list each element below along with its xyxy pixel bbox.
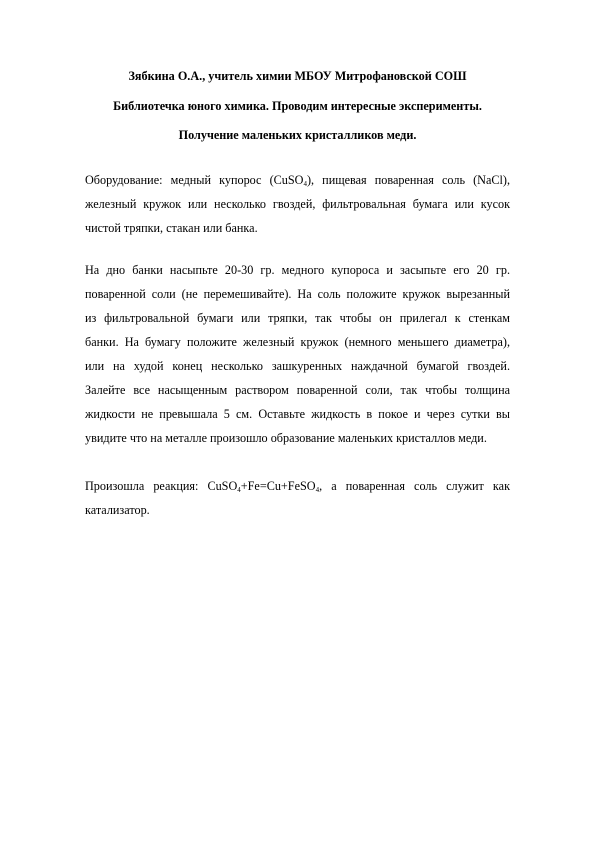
author-line: Зябкина О.А., учитель химии МБОУ Митрофановской СОШ xyxy=(128,69,467,83)
document-title: Получение маленьких кристалликов меди. xyxy=(178,128,417,142)
procedure-line-2: поваренной соли (не перемешивайте). На соль положите кружок вырезанный xyxy=(85,287,510,301)
procedure-line-1: На дно банки насыпьте 20-30 гр. медного купороса и засыпьте его 20 гр. xyxy=(85,263,510,277)
series-line: Библиотечка юного химика. Проводим интересные эксперименты. xyxy=(113,99,482,113)
equipment-line-1: Оборудование: медный купорос (CuSO$_4$), пищевая поваренная соль (NaCl), xyxy=(85,173,511,188)
procedure-line-4: банки. На бумагу положите железный кружок (немного меньшего диаметра), xyxy=(85,335,510,349)
subscript: 4 xyxy=(303,180,307,188)
reaction-line-1: Произошла реакция: CuSO$_4$+Fe=Cu+FeSO$_4$, а поваренная соль служит как xyxy=(85,479,510,494)
reaction-paragraph xyxy=(85,474,510,522)
equipment-line-2: железный кружок или несколько гвоздей, фильтровальная бумага или кусок xyxy=(85,197,510,211)
equipment-paragraph xyxy=(85,168,510,240)
procedure-line-8: увидите что на металле произошло образование маленьких кристаллов меди. xyxy=(85,431,487,445)
procedure-line-6: Залейте все насыщенным раствором поваренной соли, так чтобы толщина xyxy=(85,383,510,397)
subscript: 4 xyxy=(315,486,320,494)
reaction-line-2: катализатор. xyxy=(85,503,150,517)
procedure-line-7: жидкости не превышала 5 см. Оставьте жидкость в покое и через сутки вы xyxy=(85,407,510,421)
subscript: 4 xyxy=(237,486,241,494)
procedure-line-5: или на худой конец несколько зашкуренных наждачной бумагой гвоздей. xyxy=(85,359,510,373)
equipment-line-3: чистой тряпки, стакан или банка. xyxy=(85,221,258,235)
procedure-paragraph xyxy=(85,258,510,450)
procedure-line-3: из фильтровальной бумаги или тряпки, так чтобы он прилегал к стенкам xyxy=(85,311,510,325)
